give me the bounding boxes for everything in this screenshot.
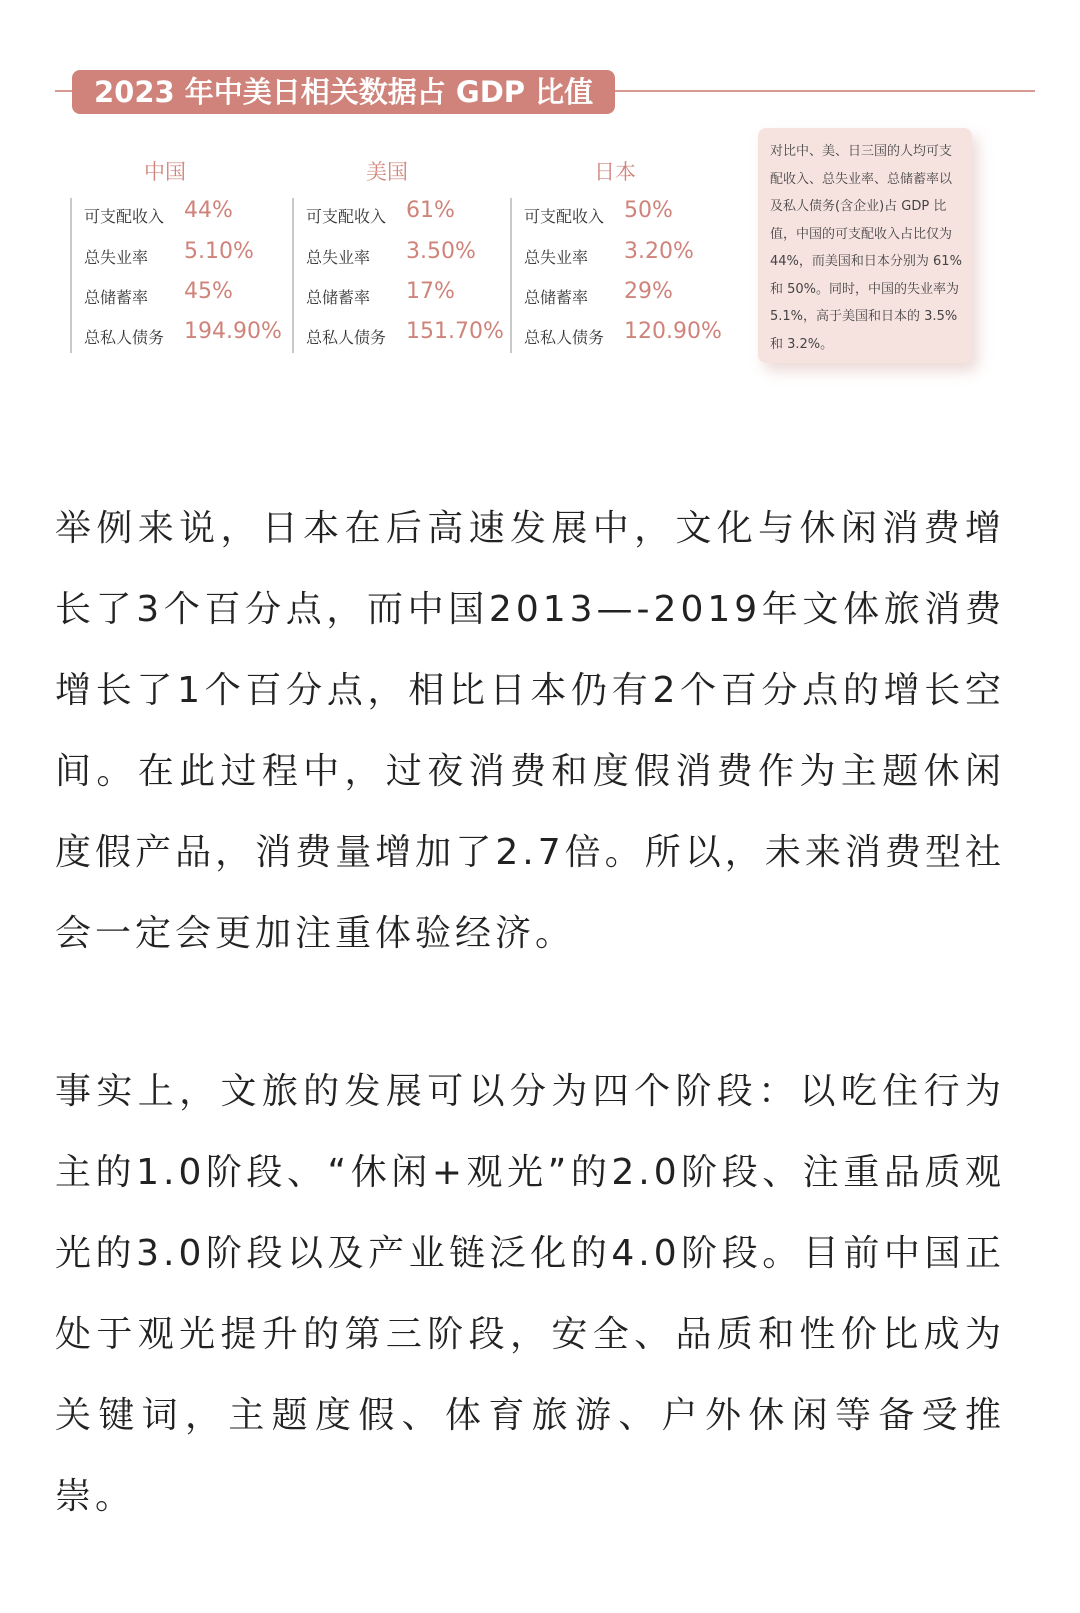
stat-row-disposable-income	[524, 198, 764, 234]
stat-value: 44%	[184, 198, 233, 223]
stat-row-unemployment	[524, 239, 764, 275]
stat-label: 总私人债务	[84, 328, 165, 347]
stat-label: 可支配收入	[84, 207, 165, 226]
stat-label: 总私人债务	[306, 328, 387, 347]
body-paragraph-1: 举例来说，日本在后高速发展中，文化与休闲消费增长了3个百分点，而中国2013—-2019年文体旅消费增长了1个百分点，相比日本仍有2个百分点的增长空间。在此过程中，过夜消费和度假消费作为主题休闲度假产品，消费量增加了2.7倍。所以，未来消费型社会一定会更加注重体验经济。	[55, 508, 1005, 954]
stat-value: 61%	[406, 198, 455, 223]
stat-row-disposable-income	[84, 198, 324, 234]
column-divider	[510, 198, 512, 353]
stat-value: 3.50%	[406, 239, 476, 264]
column-divider	[70, 198, 72, 353]
column-divider	[292, 198, 294, 353]
infographic-title: 2023 年中美日相关数据占 GDP 比值	[72, 70, 615, 114]
country-name: 中国	[144, 160, 186, 184]
summary-note-box	[758, 128, 972, 363]
country-name: 日本	[594, 160, 636, 184]
stat-label: 可支配收入	[306, 207, 387, 226]
gdp-comparison-infographic	[0, 0, 1080, 400]
summary-note-text: 对比中、美、日三国的人均可支配收入、总失业率、总储蓄率以及私人债务(含企业)占 GDP 比值，中国的可支配收入占比仅为 44%，而美国和日本分别为 61% 和 50%。同时，中国的失业率为 5.1%，高于美国和日本的 3.5% 和 3.2%。	[770, 144, 962, 352]
body-paragraph-2: 事实上，文旅的发展可以分为四个阶段：以吃住行为主的1.0阶段、“休闲+观光”的2.0阶段、注重品质观光的3.0阶段以及产业链泛化的4.0阶段。目前中国正处于观光提升的第三阶段，安全、品质和性价比成为关键词，主题度假、体育旅游、户外休闲等备受推崇。	[55, 1071, 1005, 1517]
stat-label: 总储蓄率	[84, 288, 149, 307]
stat-label: 总储蓄率	[306, 288, 371, 307]
country-name: 美国	[366, 160, 408, 184]
stat-row-private-debt	[84, 319, 324, 355]
stat-row-unemployment	[84, 239, 324, 275]
country-column-japan	[510, 150, 730, 360]
stat-row-private-debt	[524, 319, 764, 355]
stat-value: 50%	[624, 198, 673, 223]
stat-value: 151.70%	[406, 319, 504, 344]
stat-label: 总失业率	[306, 248, 371, 267]
stat-value: 17%	[406, 279, 455, 304]
stat-row-savings	[524, 279, 764, 315]
stat-value: 3.20%	[624, 239, 694, 264]
stat-value: 120.90%	[624, 319, 722, 344]
stat-row-savings	[84, 279, 324, 315]
stat-label: 可支配收入	[524, 207, 605, 226]
stat-label: 总失业率	[84, 248, 149, 267]
stat-label: 总私人债务	[524, 328, 605, 347]
stat-label: 总储蓄率	[524, 288, 589, 307]
stat-value: 5.10%	[184, 239, 254, 264]
country-column-china	[70, 150, 290, 360]
stat-label: 总失业率	[524, 248, 589, 267]
stat-value: 194.90%	[184, 319, 282, 344]
stat-value: 29%	[624, 279, 673, 304]
stat-value: 45%	[184, 279, 233, 304]
country-column-usa	[292, 150, 512, 360]
